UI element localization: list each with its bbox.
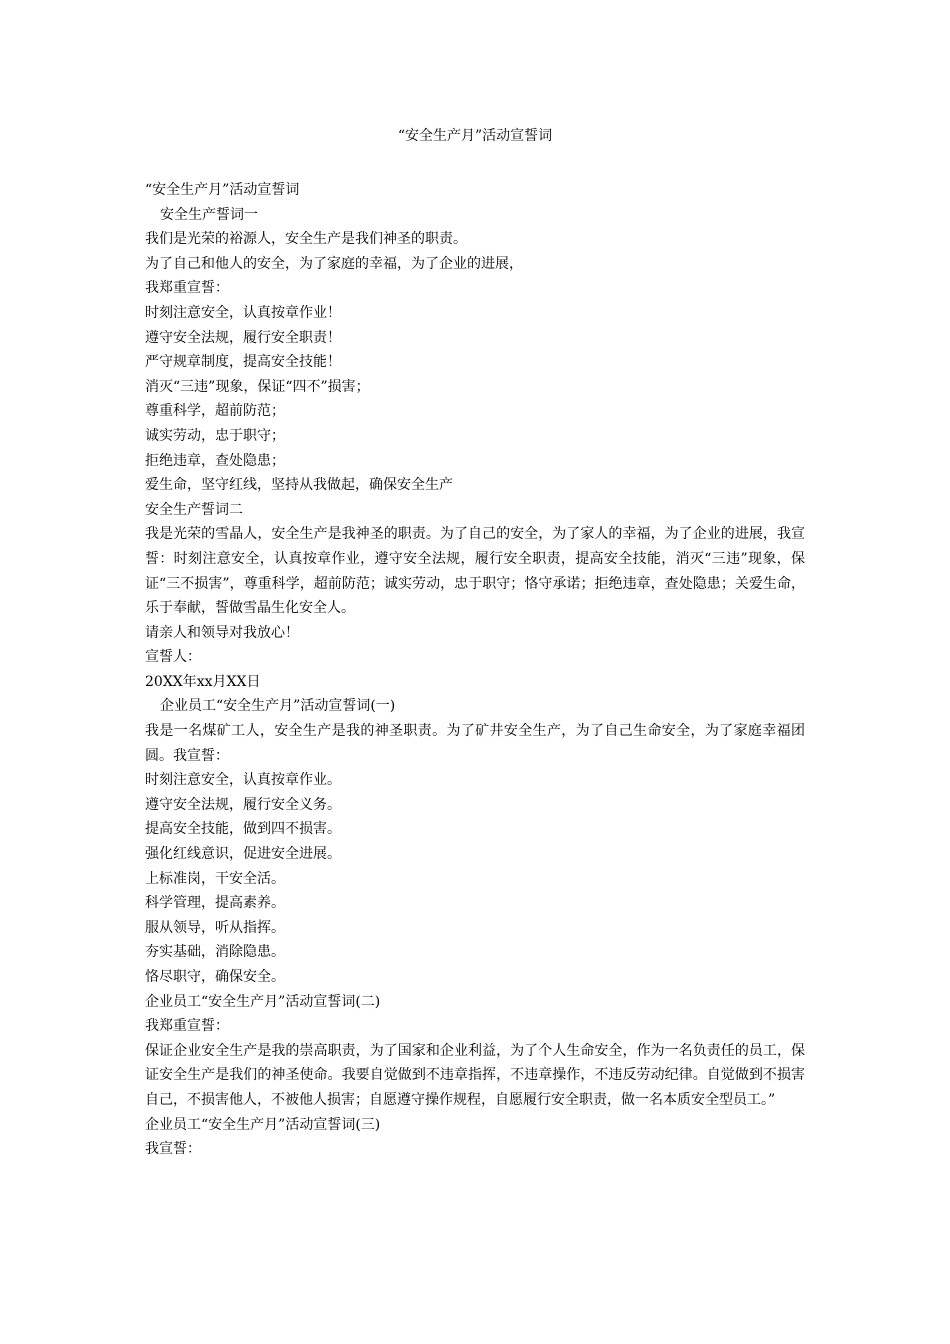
section-heading: 企业员工“安全生产月”活动宣誓词(一)	[160, 698, 396, 715]
paragraph: 我是一名煤矿工人，安全生产是我的神圣职责。为了矿井安全生产，为了自己生命安全，为了家庭幸福团圆。我宣誓：	[145, 723, 805, 764]
date-line: 20XX年xx月XX日	[145, 673, 261, 690]
document-body	[145, 178, 805, 1162]
oath-line: 尊重科学，超前防范；	[145, 403, 285, 420]
section-heading: 企业员工“安全生产月”活动宣誓词(二)	[145, 993, 381, 1010]
signer-label: 宣誓人：	[145, 649, 201, 666]
section-heading: 安全生产誓词一	[160, 206, 258, 223]
oath-line: 拒绝违章，查处隐患；	[145, 452, 285, 469]
oath-line: 夯实基础，消除隐患。	[145, 944, 285, 961]
oath-line: 严守规章制度，提高安全技能！	[145, 354, 341, 371]
paragraph-line: 我郑重宣誓：	[145, 280, 229, 297]
oath-line: 消灭“三违”现象，保证“四不”损害；	[145, 378, 370, 395]
oath-line: 服从领导，听从指挥。	[145, 919, 285, 936]
paragraph-line: 为了自己和他人的安全，为了家庭的幸福，为了企业的进展，	[145, 255, 523, 272]
oath-line: 遵守安全法规，履行安全义务。	[145, 796, 341, 813]
oath-line: 时刻注意安全，认真按章作业。	[145, 772, 341, 789]
oath-line: 爱生命，坚守红线，坚持从我做起，确保安全生产	[145, 477, 453, 494]
paragraph-line: 我们是光荣的裕源人，安全生产是我们神圣的职责。	[145, 231, 467, 248]
oath-line: 科学管理，提高素养。	[145, 895, 285, 912]
paragraph-line: 我宣誓：	[145, 1141, 201, 1158]
section-heading: 企业员工“安全生产月”活动宣誓词(三)	[145, 1116, 381, 1133]
subtitle: “安全生产月”活动宣誓词	[145, 182, 300, 198]
paragraph: 保证企业安全生产是我的崇高职责，为了国家和企业利益，为了个人生命安全，作为一名负责任的员工，保证安全生产是我们的神圣使命。我要自觉做到不违章指挥，不违章操作，不违反劳动纪律。自觉做到不损害自己，不损害他人，不被他人损害；自愿遵守操作规程，自愿履行安全职责，做一名本质安全型员工。”	[145, 1042, 805, 1108]
section-heading: 安全生产誓词二	[145, 501, 243, 518]
oath-line: 诚实劳动，忠于职守；	[145, 427, 285, 444]
oath-line: 遵守安全法规，履行安全职责！	[145, 329, 341, 346]
oath-line: 提高安全技能，做到四不损害。	[145, 821, 341, 838]
oath-line: 恪尽职守，确保安全。	[145, 969, 285, 985]
oath-line: 强化红线意识，促进安全进展。	[145, 846, 341, 863]
document-title: “安全生产月”活动宣誓词	[397, 128, 553, 144]
oath-line: 时刻注意安全，认真按章作业！	[145, 304, 341, 321]
paragraph: 我是光荣的雪晶人，安全生产是我神圣的职责。为了自己的安全，为了家人的幸福，为了企业的进展，我宣誓：时刻注意安全，认真按章作业，遵守安全法规，履行安全职责，提高安全技能，消灭“三违”现象，保证“三不损害”，尊重科学，超前防范；诚实劳动，忠于职守；恪守承诺；拒绝违章，查处隐患；关爱生命，乐于奉献，誓做雪晶生化安全人。	[145, 526, 805, 617]
paragraph-line: 请亲人和领导对我放心！	[145, 624, 299, 641]
paragraph-line: 我郑重宣誓：	[145, 1018, 229, 1035]
oath-line: 上标准岗，干安全活。	[145, 870, 285, 887]
